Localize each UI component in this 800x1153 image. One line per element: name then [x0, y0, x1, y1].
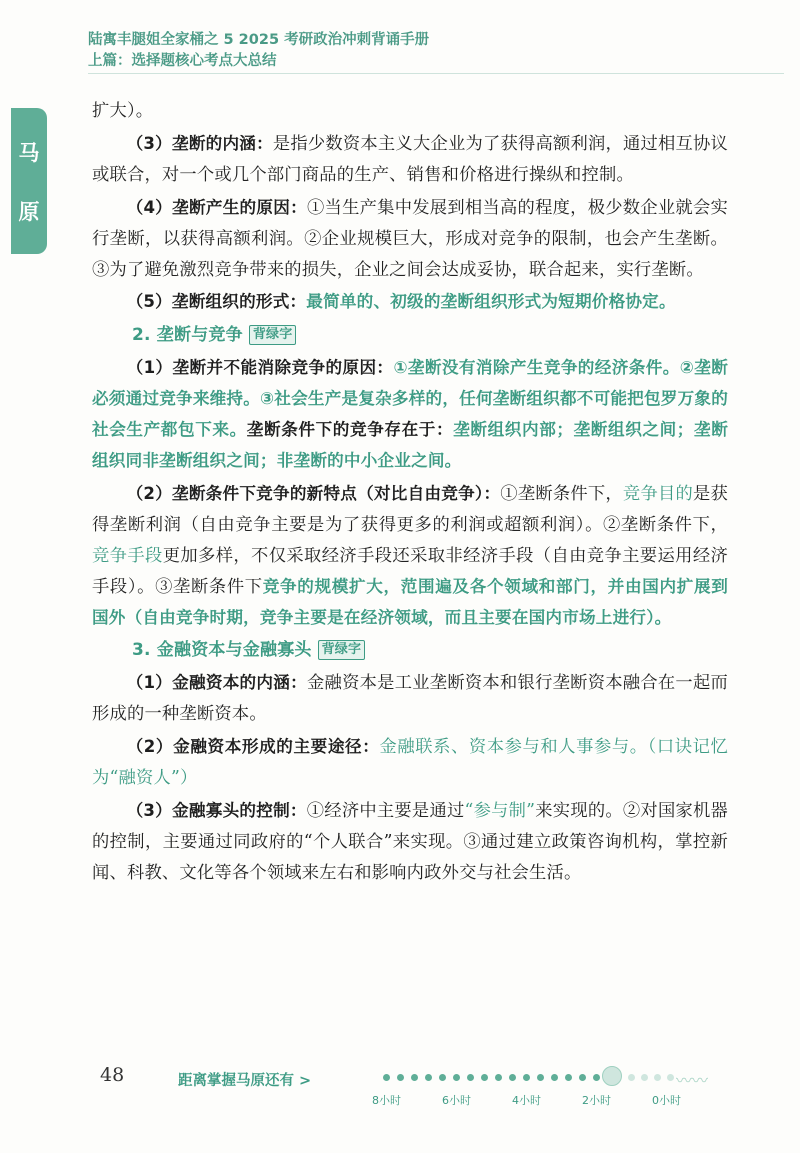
header-divider	[88, 73, 784, 74]
label: （4）垄断产生的原因：	[126, 197, 307, 217]
green-text: 竞争目的	[622, 483, 693, 504]
paragraph-financial-capital-formation	[92, 732, 728, 794]
green-text: 最简单的、初级的垄断组织形式为短期价格协定。	[306, 292, 676, 312]
section-heading-financial-capital: 3. 金融资本与金融寡头 背绿字	[132, 635, 728, 666]
progress-dot	[439, 1074, 446, 1081]
progress-dot	[579, 1074, 586, 1081]
paragraph-competition-features: （2）垄断条件下竞争的新特点（对比自由竞争）：①垄断条件下，竞争目的是获得垄断利润（自由竞争主要是为了获得更多的利润或超额利润）。②垄断条件下，竞争手段更加多样，不仅采取经济手段还采取非经济手段（自由竞争主要运用经济手段）。③垄断条件下竞争的规模扩大，范围遍及各个领域和部门，并由国内扩展到国外（自由竞争时期，竞争主要是在经济领域，而且主要在国内市场上进行）。	[92, 483, 729, 627]
progress-dot	[383, 1074, 390, 1081]
green-text: “参与制”	[464, 800, 536, 821]
progress-dot	[667, 1074, 674, 1081]
progress-dot	[654, 1074, 661, 1081]
progress-dot	[628, 1074, 635, 1081]
green-text: ①垄断没有消除产生竞争的经济条件。②垄断必须通过竞争来维持。③社会生产是复杂多样的，任何垄断组织都不可能把包罗万象的社会生产都包下来。	[92, 358, 728, 440]
label: （1）金融资本的内涵：	[126, 673, 307, 693]
label: （1）垄断并不能消除竞争的原因：	[126, 358, 394, 378]
progress-dot	[509, 1074, 516, 1081]
running-header	[88, 30, 429, 72]
page-content	[92, 96, 728, 891]
progress-dot	[565, 1074, 572, 1081]
label: （2）金融资本形成的主要途径：	[126, 737, 380, 757]
progress-dot	[641, 1074, 648, 1081]
paragraph-monopoly-forms	[92, 287, 728, 318]
header-section-title: 上篇：选择题核心考点大总结	[88, 53, 277, 69]
label: 垄断条件下的竞争存在于：	[246, 420, 454, 440]
header-book-title: 陆寓丰腿姐全家桶之 5 2025 考研政治冲刺背诵手册	[88, 32, 430, 48]
progress-dot	[411, 1074, 418, 1081]
side-tab-char-2: 原	[18, 199, 40, 224]
label: （2）垄断条件下竞争的新特点（对比自由竞争）：	[126, 483, 501, 503]
progress-dot	[593, 1074, 600, 1081]
label: （3）金融寡头的控制：	[126, 800, 307, 820]
progress-dot	[425, 1074, 432, 1081]
progress-dot	[523, 1074, 530, 1081]
progress-dot	[495, 1074, 502, 1081]
label: （3）垄断的内涵：	[126, 133, 273, 153]
memorize-green-badge: 背绿字	[318, 640, 366, 660]
progress-dot	[481, 1074, 488, 1081]
progress-dot	[397, 1074, 404, 1081]
hour-label: 8小时	[372, 1094, 401, 1107]
progress-dot	[551, 1074, 558, 1081]
side-tab-char-1: 马	[18, 140, 40, 165]
progress-text: 距离掌握马原还有 >	[178, 1073, 312, 1089]
section-heading-monopoly-competition: 2. 垄断与竞争 背绿字	[132, 320, 728, 351]
text: ①当生产集中发展到相当高的程度，极少数企业就会实行垄断，以获得高额利润。②企业规模巨大，形成对竞争的限制，也会产生垄断。③为了避免激烈竞争带来的损失，企业之间会达成妥协，联合起来，实行垄断。	[92, 197, 728, 280]
green-text: 垄断组织内部；垄断组织之间；垄断组织同非垄断组织之间；非垄断的中小企业之间。	[92, 420, 728, 470]
side-tab-mayuan	[11, 108, 47, 254]
progress-dot	[537, 1074, 544, 1081]
paragraph-monopoly-causes	[92, 193, 728, 286]
progress-dot	[467, 1074, 474, 1081]
paragraph-continuation: 扩大）。	[92, 101, 154, 121]
label: （5）垄断组织的形式：	[126, 292, 307, 312]
progress-marker-icon	[602, 1066, 622, 1086]
page-number: 48	[100, 1064, 125, 1086]
wave-decoration-icon: 〰〰	[676, 1071, 709, 1090]
green-text: 金融联系、资本参与和人事参与。（口诀记忆为“融资人”）	[92, 737, 728, 789]
text: 是指少数资本主义大企业为了获得高额利润，通过相互协议或联合，对一个或几个部门商品的生产、销售和价格进行操纵和控制。	[92, 133, 728, 185]
hour-label: 6小时	[442, 1094, 471, 1107]
paragraph-financial-capital-definition: （1）金融资本的内涵：金融资本是工业垄断资本和银行垄断资本融合在一起而形成的一种垄断资本。	[92, 673, 728, 725]
green-text: 竞争手段	[92, 545, 163, 566]
hour-label: 0小时	[652, 1094, 681, 1107]
paragraph-financial-oligarchy-control: （3）金融寡头的控制：①经济中主要是通过“参与制”来实现的。②对国家机器的控制，主要通过同政府的“个人联合”来实现。③通过建立政策咨询机构，掌控新闻、科教、文化等各个领域来左右和影响内政外交与社会生活。	[92, 800, 729, 883]
hour-label: 2小时	[582, 1094, 611, 1107]
paragraph-monopoly-definition	[92, 129, 728, 191]
progress-dot	[453, 1074, 460, 1081]
green-text: 竞争的规模扩大，范围遍及各个领域和部门，并由国内扩展到国外（自由竞争时期，竞争主要是在经济领域，而且主要在国内市场上进行）。	[92, 576, 729, 627]
hour-label: 4小时	[512, 1094, 541, 1107]
memorize-green-badge: 背绿字	[249, 325, 297, 345]
paragraph-competition-reasons	[92, 353, 728, 477]
